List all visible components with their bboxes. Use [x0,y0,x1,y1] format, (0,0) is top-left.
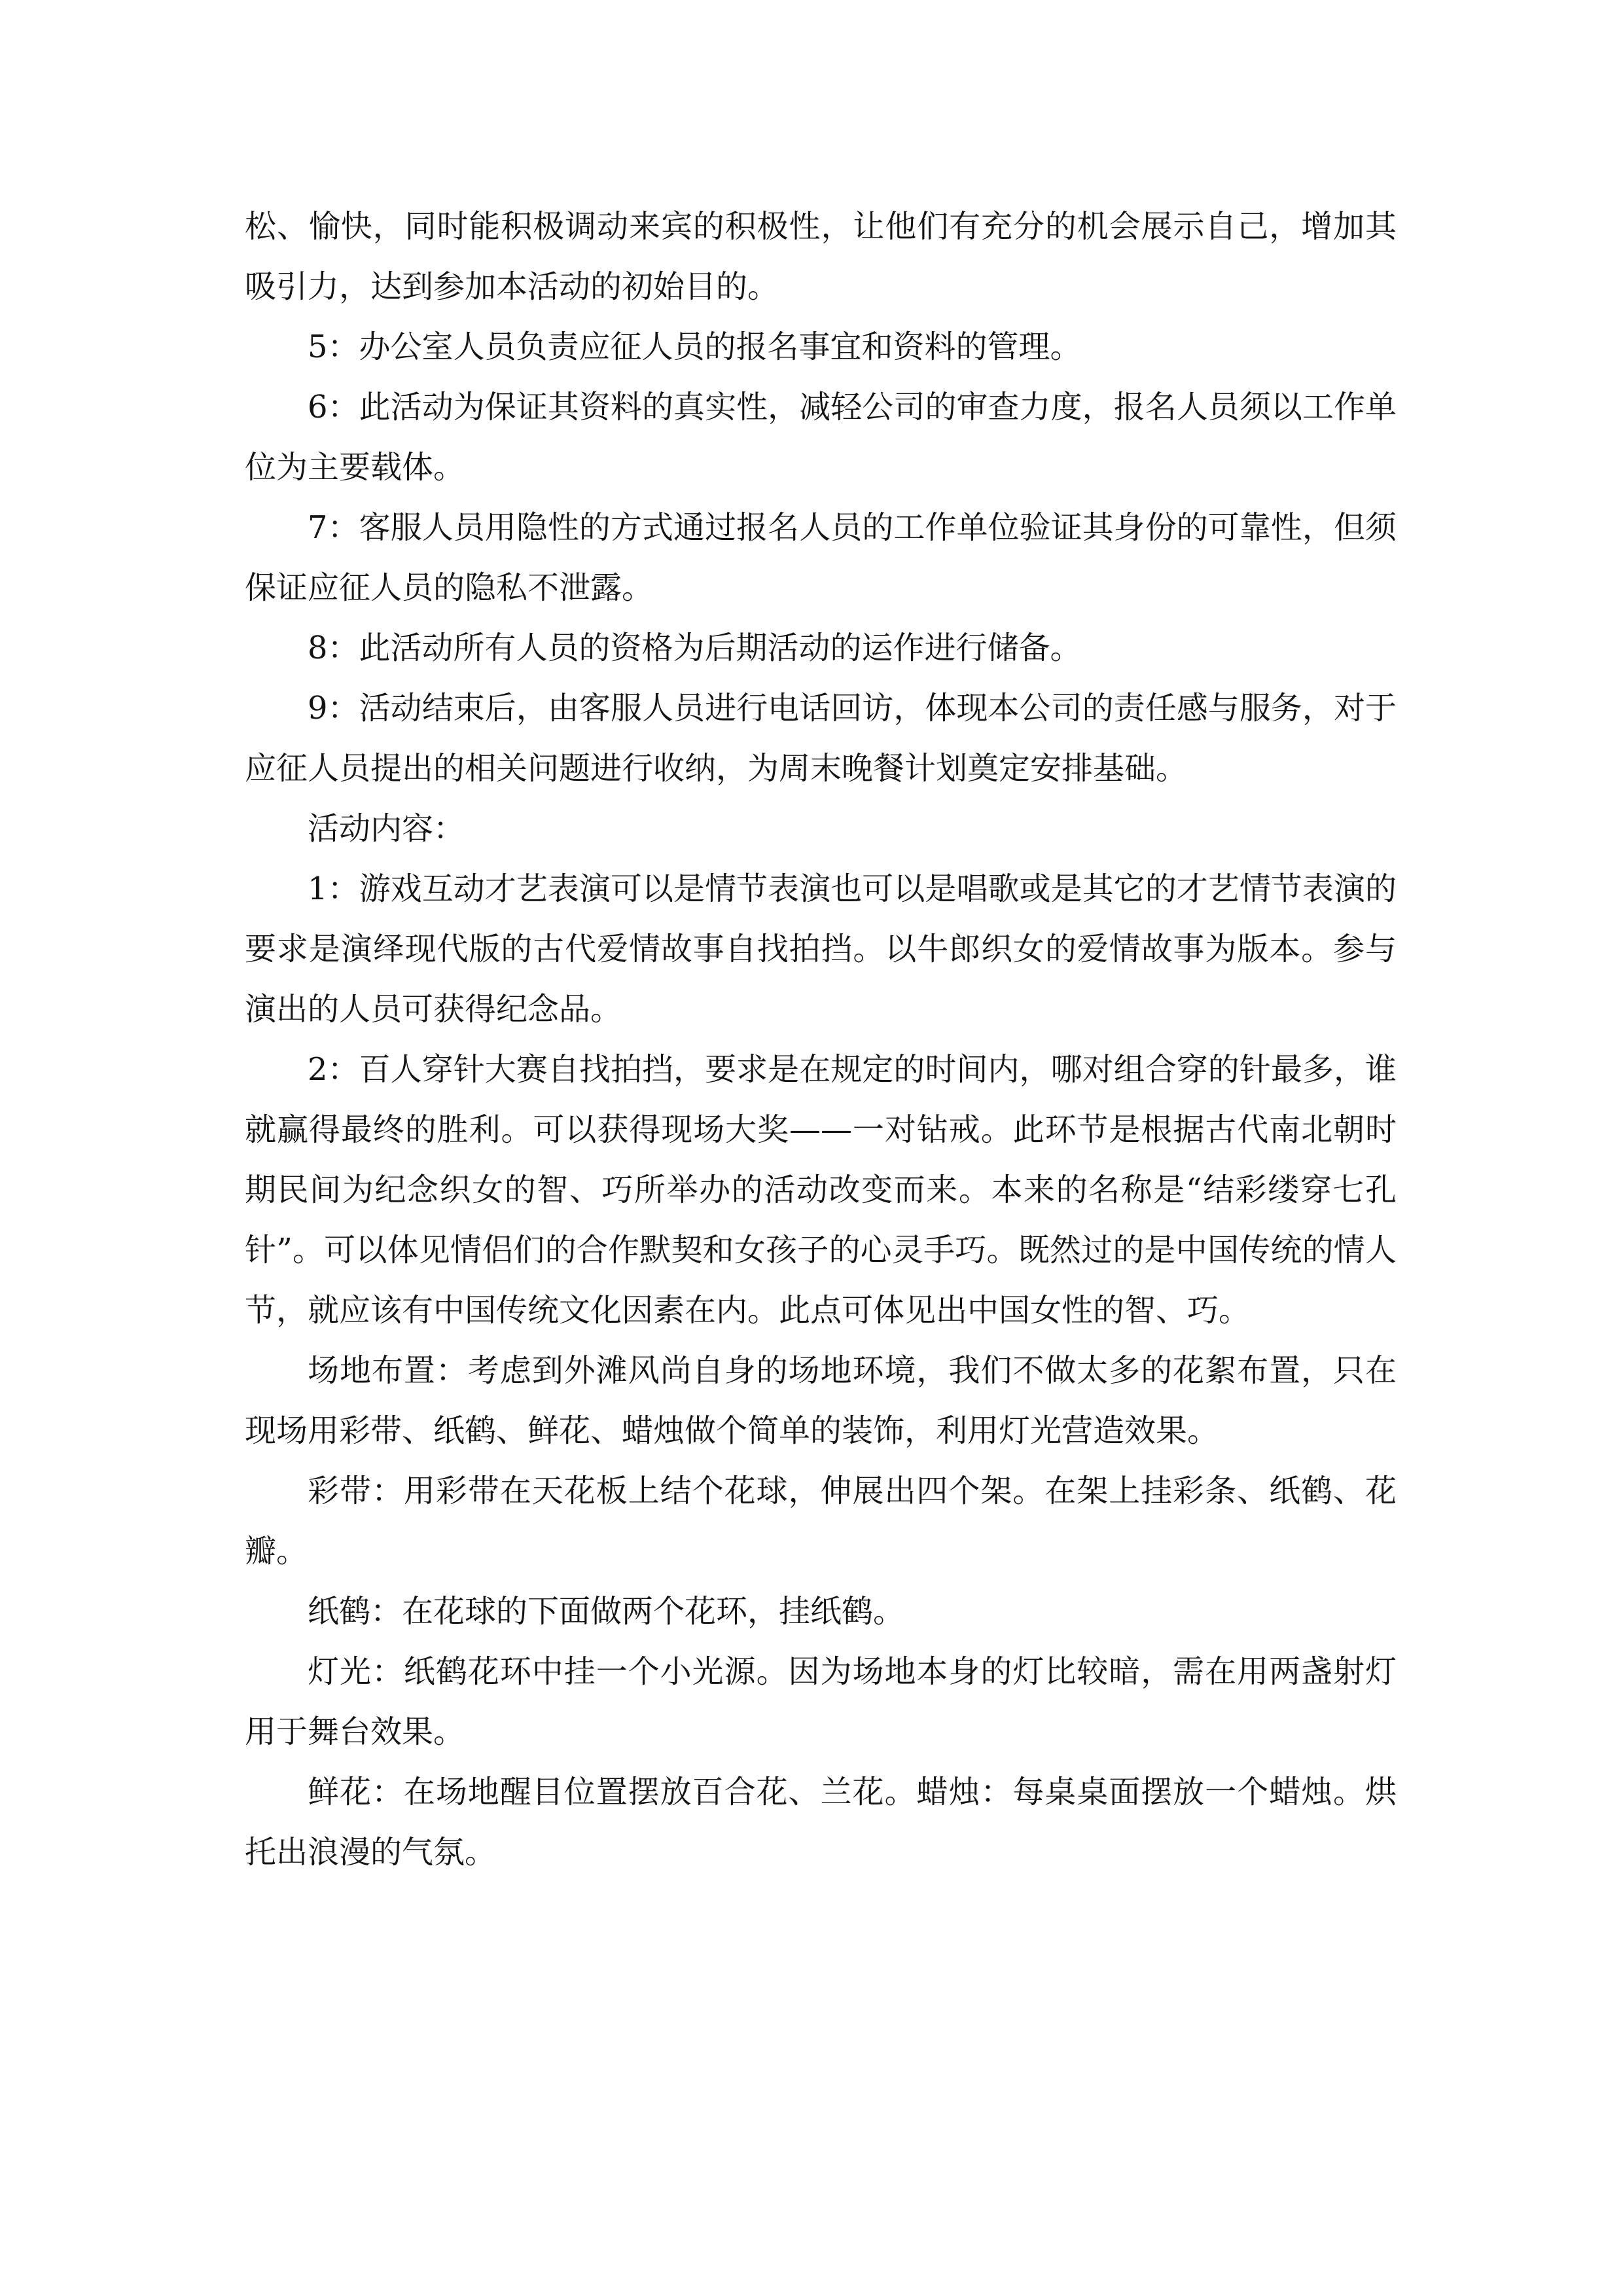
paragraph-paper-cranes: 纸鹤：在花球的下面做两个花环，挂纸鹤。 [308,1593,905,1630]
paragraph-lighting: 灯光：纸鹤花环中挂一个小光源。因为场地本身的灯比较暗，需在用两盏射灯用于舞台效果。 [245,1653,1397,1750]
paragraph-item-6: 6：此活动为保证其资料的真实性，减轻公司的审查力度，报名人员须以工作单位为主要载体。 [245,389,1397,486]
paragraph-item-5: 5：办公室人员负责应征人员的报名事宜和资料的管理。 [308,329,1082,365]
document-body [245,196,1397,1882]
paragraph-flowers-candles: 鲜花：在场地醒目位置摆放百合花、兰花。蜡烛：每桌桌面摆放一个蜡烛。烘托出浪漫的气氛。 [245,1774,1397,1871]
paragraph-venue-layout: 场地布置：考虑到外滩风尚自身的场地环境，我们不做太多的花絮布置，只在现场用彩带、纸鹤、鲜花、蜡烛做个简单的装饰，利用灯光营造效果。 [245,1352,1397,1449]
paragraph-item-8: 8：此活动所有人员的资格为后期活动的运作进行储备。 [308,630,1082,666]
paragraph-item-7: 7：客服人员用隐性的方式通过报名人员的工作单位验证其身份的可靠性，但须保证应征人员的隐私不泄露。 [245,509,1397,606]
section-heading-activity-content: 活动内容： [308,810,465,847]
paragraph-activity-1: 1：游戏互动才艺表演可以是情节表演也可以是唱歌或是其它的才艺情节表演的要求是演绎现代版的古代爱情故事自找拍挡。以牛郎织女的爱情故事为版本。参与演出的人员可获得纪念品。 [245,870,1397,1028]
paragraph-continuation: 松、愉快，同时能积极调动来宾的积极性，让他们有充分的机会展示自己，增加其吸引力，达到参加本活动的初始目的。 [245,208,1397,305]
paragraph-activity-2: 2：百人穿针大赛自找拍挡，要求是在规定的时间内，哪对组合穿的针最多，谁就赢得最终的胜利。可以获得现场大奖——一对钻戒。此环节是根据古代南北朝时期民间为纪念织女的智、巧所举办的活动改变而来。本来的名称是“结彩缕穿七孔针”。可以体见情侣们的合作默契和女孩子的心灵手巧。既然过的是中国传统的情人节，就应该有中国传统文化因素在内。此点可体见出中国女性的智、巧。 [245,1051,1397,1329]
paragraph-ribbons: 彩带：用彩带在天花板上结个花球，伸展出四个架。在架上挂彩条、纸鹤、花瓣。 [245,1473,1397,1570]
paragraph-item-9: 9：活动结束后，由客服人员进行电话回访，体现本公司的责任感与服务，对于应征人员提出的相关问题进行收纳，为周末晚餐计划奠定安排基础。 [245,690,1397,787]
